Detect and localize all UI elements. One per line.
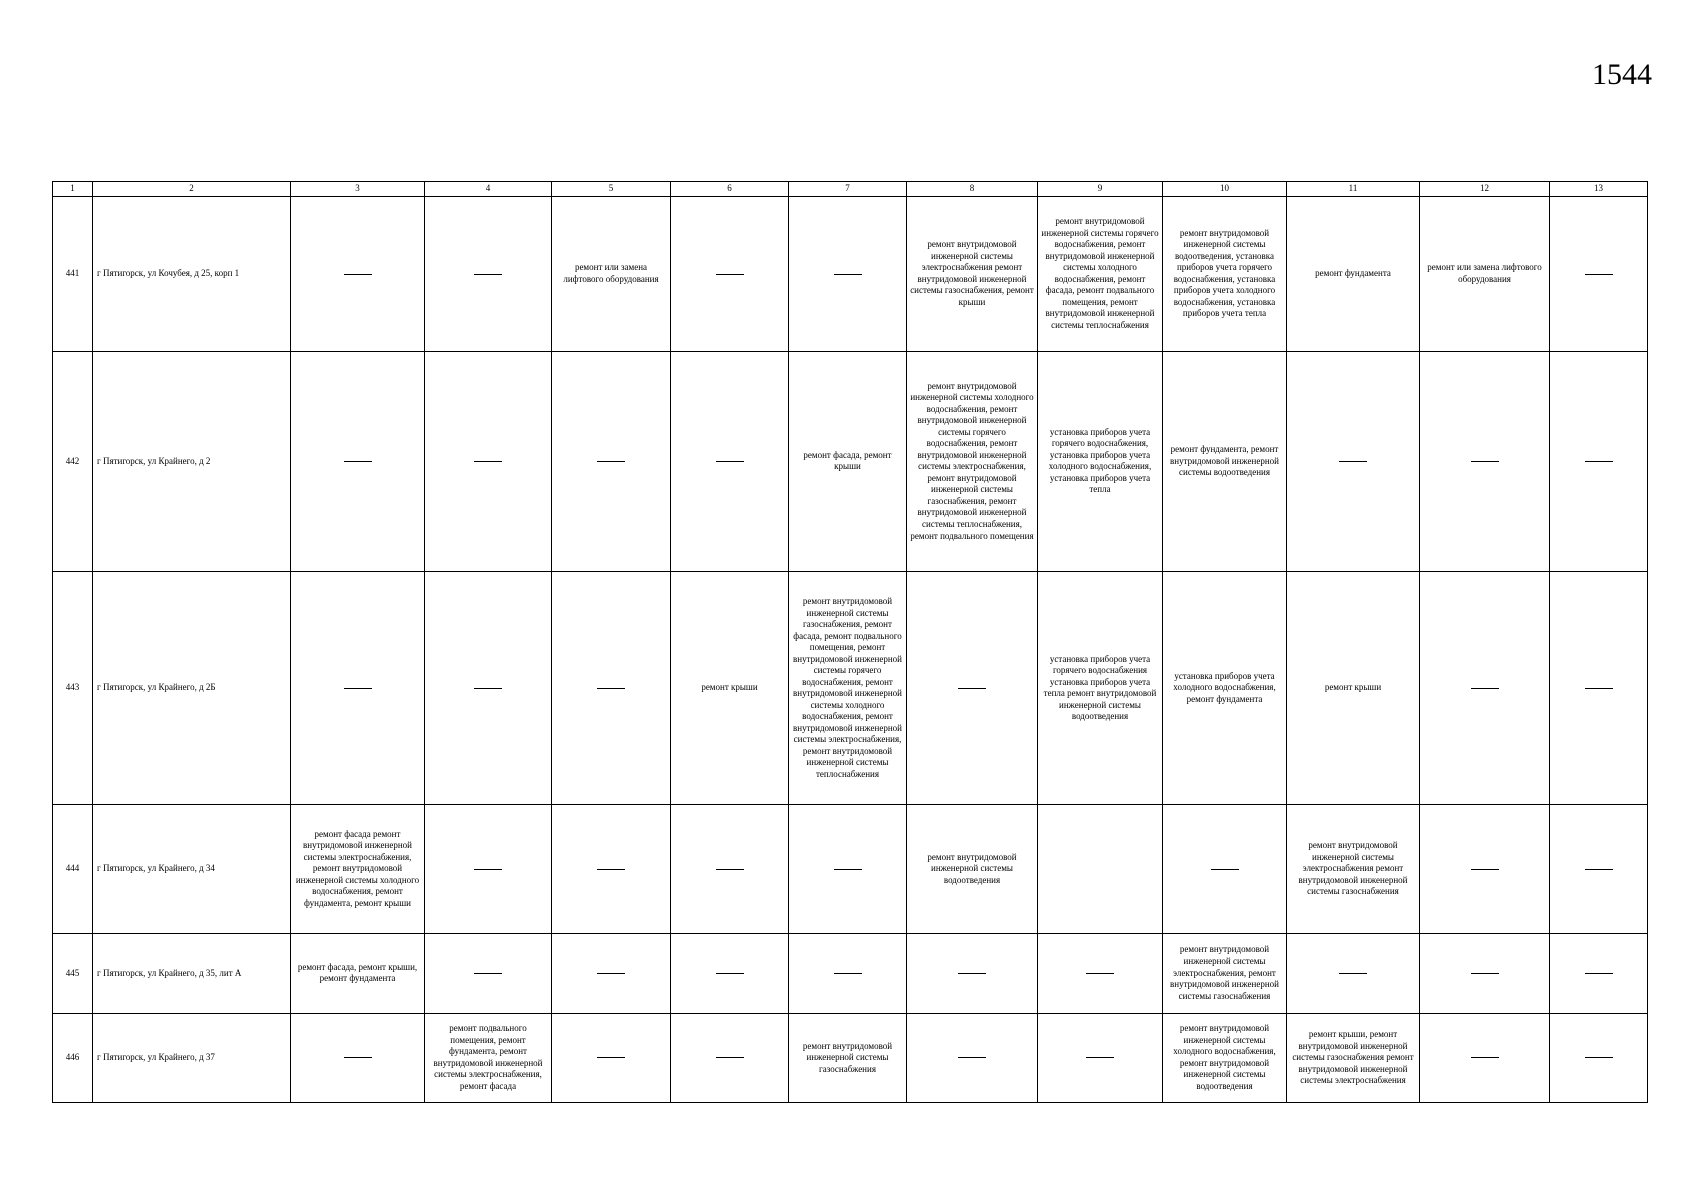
empty-dash	[834, 973, 862, 974]
column-number-row	[53, 182, 1648, 197]
column-number-5: 5	[552, 182, 671, 197]
work-cell-col-3	[291, 351, 425, 571]
empty-dash	[474, 688, 502, 689]
empty-dash	[716, 1057, 744, 1058]
empty-dash	[1585, 461, 1613, 462]
column-number-13: 13	[1550, 182, 1648, 197]
empty-dash	[716, 973, 744, 974]
empty-dash	[958, 1057, 986, 1058]
column-number-10: 10	[1163, 182, 1287, 197]
empty-dash	[597, 461, 625, 462]
work-cell-col-5	[552, 933, 671, 1013]
row-number: 446	[53, 1013, 93, 1102]
work-cell-col-12	[1420, 572, 1550, 805]
empty-dash	[474, 869, 502, 870]
empty-dash	[344, 461, 372, 462]
empty-dash	[1585, 688, 1613, 689]
row-number: 445	[53, 933, 93, 1013]
empty-dash	[834, 274, 862, 275]
empty-dash	[1471, 1057, 1499, 1058]
work-cell-col-12	[1420, 933, 1550, 1013]
row-number: 443	[53, 572, 93, 805]
work-cell-col-4	[425, 351, 552, 571]
work-cell-col-4	[425, 805, 552, 934]
empty-dash	[1086, 973, 1114, 974]
column-number-9: 9	[1038, 182, 1163, 197]
work-cell-col-10	[1163, 805, 1287, 934]
work-cell-col-11: ремонт фундамента	[1287, 197, 1420, 352]
address-cell: г Пятигорск, ул Кочубея, д 25, корп 1	[93, 197, 291, 352]
empty-dash	[344, 274, 372, 275]
empty-dash	[1339, 461, 1367, 462]
empty-dash	[958, 688, 986, 689]
work-cell-col-3	[291, 572, 425, 805]
table-row	[53, 572, 1648, 805]
row-number: 441	[53, 197, 93, 352]
work-cell-col-9: установка приборов учета горячего водоснабжения, установка приборов учета холодного водоснабжения, установка приборов учета тепла	[1038, 351, 1163, 571]
column-number-7: 7	[789, 182, 907, 197]
work-cell-col-8: ремонт внутридомовой инженерной системы холодного водоснабжения, ремонт внутридомовой инженерной системы горячего водоснабжения, ремонт внутридомовой инженерной системы электроснабжения, ремонт внутридомовой инженерной системы газоснабжения, ремонт внутридомовой инженерной системы теплоснабжения, ремонт подвального помещения	[907, 351, 1038, 571]
work-cell-col-8: ремонт внутридомовой инженерной системы электроснабжения ремонт внутридомовой инженерной системы газоснабжения, ремонт крыши	[907, 197, 1038, 352]
address-cell: г Пятигорск, ул Крайнего, д 2	[93, 351, 291, 571]
column-number-2: 2	[93, 182, 291, 197]
work-cell-col-12	[1420, 1013, 1550, 1102]
work-cell-col-6	[671, 197, 789, 352]
work-cell-col-8	[907, 933, 1038, 1013]
work-cell-col-8: ремонт внутридомовой инженерной системы водоотведения	[907, 805, 1038, 934]
work-cell-col-13	[1550, 197, 1648, 352]
work-cell-col-7	[789, 933, 907, 1013]
work-cell-col-9	[1038, 1013, 1163, 1102]
empty-dash	[1471, 869, 1499, 870]
row-number: 444	[53, 805, 93, 934]
work-cell-col-5	[552, 805, 671, 934]
work-cell-col-11: ремонт крыши, ремонт внутридомовой инженерной системы газоснабжения ремонт внутридомовой инженерной системы электроснабжения	[1287, 1013, 1420, 1102]
column-number-3: 3	[291, 182, 425, 197]
empty-dash	[597, 1057, 625, 1058]
work-cell-col-13	[1550, 572, 1648, 805]
repair-schedule-table	[52, 181, 1648, 1103]
work-cell-col-10: ремонт внутридомовой инженерной системы электроснабжения, ремонт внутридомовой инженерной системы газоснабжения	[1163, 933, 1287, 1013]
work-cell-col-8	[907, 572, 1038, 805]
empty-dash	[958, 973, 986, 974]
empty-dash	[1585, 274, 1613, 275]
column-number-4: 4	[425, 182, 552, 197]
empty-dash	[597, 688, 625, 689]
empty-dash	[1585, 973, 1613, 974]
work-cell-col-6: ремонт крыши	[671, 572, 789, 805]
work-cell-col-12: ремонт или замена лифтового оборудования	[1420, 197, 1550, 352]
work-cell-col-7	[789, 197, 907, 352]
work-cell-col-11	[1287, 933, 1420, 1013]
work-cell-col-9: установка приборов учета горячего водоснабжения установка приборов учета тепла ремонт внутридомовой инженерной системы водоотведения	[1038, 572, 1163, 805]
work-cell-col-10: ремонт фундамента, ремонт внутридомовой инженерной системы водоотведения	[1163, 351, 1287, 571]
empty-dash	[344, 1057, 372, 1058]
work-cell-col-11: ремонт крыши	[1287, 572, 1420, 805]
work-cell-col-10: ремонт внутридомовой инженерной системы холодного водоснабжения, ремонт внутридомовой инженерной системы водоотведения	[1163, 1013, 1287, 1102]
work-cell-col-12	[1420, 805, 1550, 934]
empty-dash	[344, 688, 372, 689]
work-cell-col-11: ремонт внутридомовой инженерной системы электроснабжения ремонт внутридомовой инженерной системы газоснабжения	[1287, 805, 1420, 934]
table-row	[53, 1013, 1648, 1102]
work-cell-col-3: ремонт фасада ремонт внутридомовой инженерной системы электроснабжения, ремонт внутридомовой инженерной системы холодного водоснабжения, ремонт фундамента, ремонт крыши	[291, 805, 425, 934]
table-row	[53, 351, 1648, 571]
work-cell-col-6	[671, 805, 789, 934]
column-number-6: 6	[671, 182, 789, 197]
page-number: 1544	[1592, 58, 1652, 91]
address-cell: г Пятигорск, ул Крайнего, д 35, лит А	[93, 933, 291, 1013]
empty-dash	[1339, 973, 1367, 974]
work-cell-col-11	[1287, 351, 1420, 571]
empty-dash	[474, 461, 502, 462]
work-cell-col-12	[1420, 351, 1550, 571]
work-cell-col-4	[425, 933, 552, 1013]
work-cell-col-9: ремонт внутридомовой инженерной системы горячего водоснабжения, ремонт внутридомовой инженерной системы холодного водоснабжения, ремонт фасада, ремонт подвального помещения, ремонт внутридомовой инженерной системы теплоснабжения	[1038, 197, 1163, 352]
work-cell-col-6	[671, 933, 789, 1013]
work-cell-col-7: ремонт внутридомовой инженерной системы газоснабжения, ремонт фасада, ремонт подвального помещения, ремонт внутридомовой инженерной системы горячего водоснабжения, ремонт внутридомовой инженерной системы холодного водоснабжения, ремонт внутридомовой инженерной системы электроснабжения, ремонт внутридомовой инженерной системы теплоснабжения	[789, 572, 907, 805]
table-row	[53, 805, 1648, 934]
empty-dash	[1471, 688, 1499, 689]
work-cell-col-7	[789, 805, 907, 934]
work-cell-col-10: установка приборов учета холодного водоснабжения, ремонт фундамента	[1163, 572, 1287, 805]
address-cell: г Пятигорск, ул Крайнего, д 34	[93, 805, 291, 934]
address-cell: г Пятигорск, ул Крайнего, д 37	[93, 1013, 291, 1102]
empty-dash	[1086, 1057, 1114, 1058]
work-cell-col-6	[671, 1013, 789, 1102]
work-cell-col-7: ремонт внутридомовой инженерной системы газоснабжения	[789, 1013, 907, 1102]
work-cell-col-4: ремонт подвального помещения, ремонт фундамента, ремонт внутридомовой инженерной системы электроснабжения, ремонт фасада	[425, 1013, 552, 1102]
column-number-1: 1	[53, 182, 93, 197]
work-cell-col-4	[425, 197, 552, 352]
empty-dash	[716, 869, 744, 870]
work-cell-col-6	[671, 351, 789, 571]
work-cell-col-8	[907, 1013, 1038, 1102]
row-number: 442	[53, 351, 93, 571]
address-cell: г Пятигорск, ул Крайнего, д 2Б	[93, 572, 291, 805]
work-cell-col-10: ремонт внутридомовой инженерной системы водоотведения, установка приборов учета горячего водоснабжения, установка приборов учета холодного водоснабжения, установка приборов учета тепла	[1163, 197, 1287, 352]
empty-dash	[1471, 973, 1499, 974]
column-number-12: 12	[1420, 182, 1550, 197]
empty-dash	[474, 973, 502, 974]
work-cell-col-5	[552, 351, 671, 571]
empty-dash	[1471, 461, 1499, 462]
empty-dash	[716, 274, 744, 275]
work-cell-col-13	[1550, 351, 1648, 571]
work-cell-col-13	[1550, 933, 1648, 1013]
work-cell-col-3	[291, 197, 425, 352]
work-cell-col-5	[552, 1013, 671, 1102]
work-cell-col-3	[291, 1013, 425, 1102]
empty-dash	[1585, 869, 1613, 870]
table-row	[53, 933, 1648, 1013]
table-row	[53, 197, 1648, 352]
empty-dash	[716, 461, 744, 462]
empty-dash	[597, 973, 625, 974]
empty-dash	[1211, 869, 1239, 870]
work-cell-col-13	[1550, 805, 1648, 934]
column-number-8: 8	[907, 182, 1038, 197]
empty-dash	[1585, 1057, 1613, 1058]
empty-dash	[834, 869, 862, 870]
work-cell-col-4	[425, 572, 552, 805]
empty-dash	[597, 869, 625, 870]
work-cell-col-7: ремонт фасада, ремонт крыши	[789, 351, 907, 571]
work-cell-col-9	[1038, 933, 1163, 1013]
work-cell-col-5	[552, 572, 671, 805]
work-cell-col-3: ремонт фасада, ремонт крыши, ремонт фундамента	[291, 933, 425, 1013]
work-cell-col-5: ремонт или замена лифтового оборудования	[552, 197, 671, 352]
work-cell-col-13	[1550, 1013, 1648, 1102]
work-cell-col-9	[1038, 805, 1163, 934]
empty-dash	[474, 274, 502, 275]
column-number-11: 11	[1287, 182, 1420, 197]
